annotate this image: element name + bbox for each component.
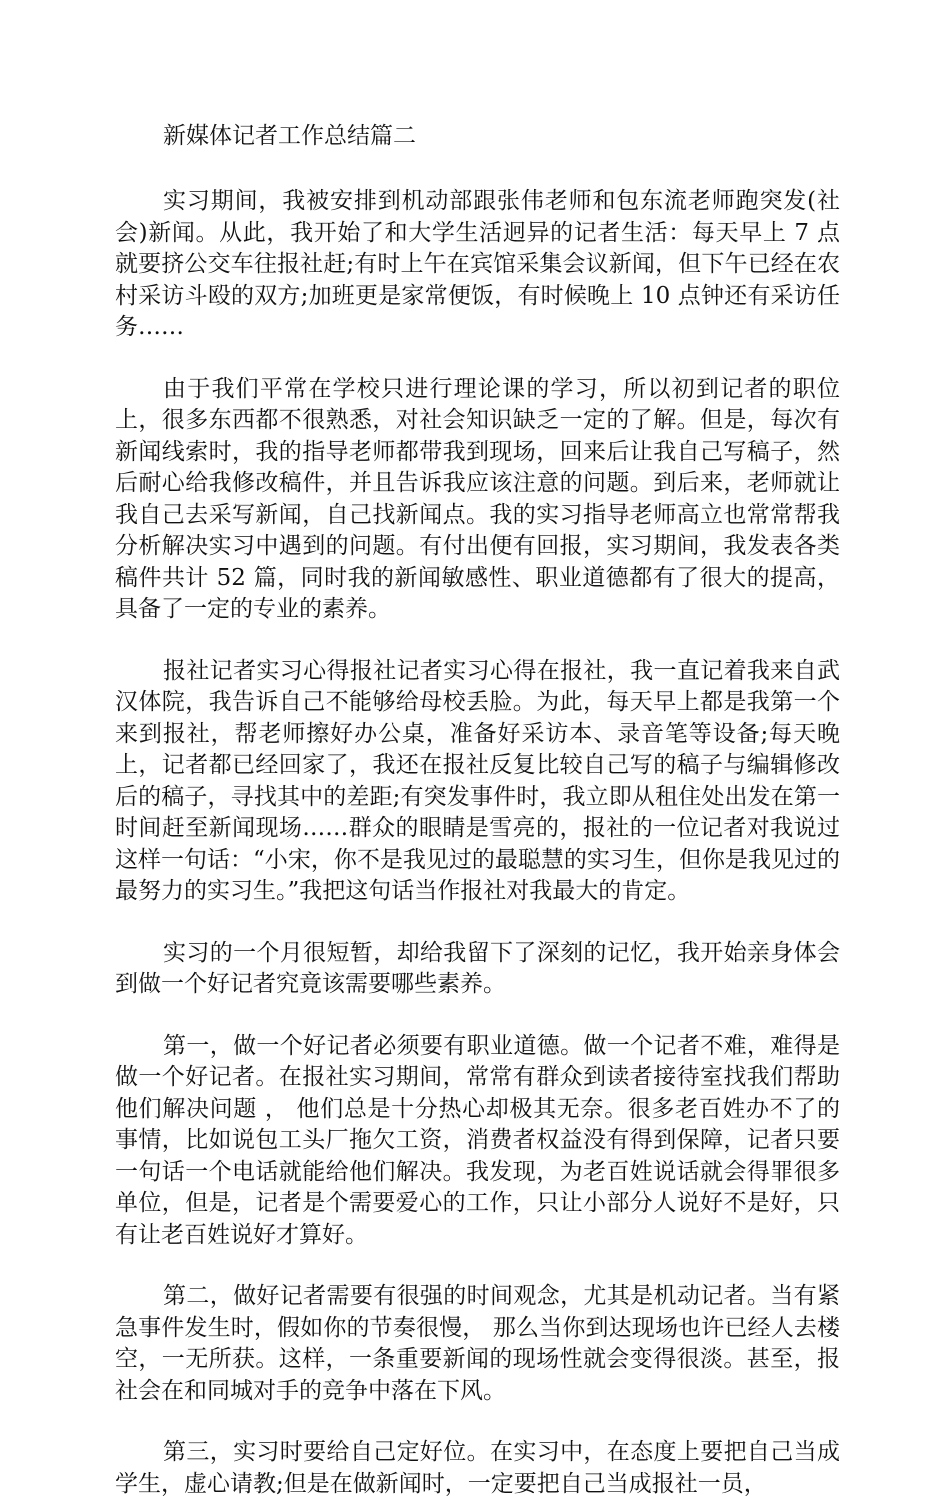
spacer — [115, 344, 840, 374]
paragraph-point-one: 第一，做一个好记者必须要有职业道德。做一个记者不难，难得是做一个好记者。在报社实习期间，常常有群众到读者接待室找我们帮助他们解决问题 ， 他们总是十分热心却极其无奈。很多老百姓办不了的事情，比如说包工头厂拖欠工资，消费者权益没有得到保障，记者只要一句话一个电话就能给他们解决。我发现，为老百姓说话就会得罪很多单位，但是，记者是个需要爱心的工作，只让小部分人说好不是好，只有让老百姓说好才算好。 — [115, 1032, 840, 1248]
paragraph-point-three: 第三，实习时要给自己定好位。在实习中，在态度上要把自己当成学生，虚心请教;但是在做新闻时，一定要把自己当成报社一员， — [115, 1439, 840, 1497]
paragraph-experience: 报社记者实习心得报社记者实习心得在报社，我一直记着我来自武汉体院，我告诉自己不能够给母校丢脸。为此，每天早上都是我第一个来到报社，帮老师擦好办公桌，准备好采访本、录音笔等设备;每天晚上，记者都已经回家了，我还在报社反复比较自己写的稿子与编辑修改后的稿子，寻找其中的差距;有突发事件时，我立即从租住处出发在第一时间赶至新闻现场……群众的眼睛是雪亮的，报社的一位记者对我说过这样一句话：“小宋，你不是我见过的最聪慧的实习生，但你是我见过的最努力的实习生。”我把这句话当作报社对我最大的肯定。 — [115, 657, 840, 904]
paragraph-learning: 由于我们平常在学校只进行理论课的学习，所以初到记者的职位上，很多东西都不很熟悉，对社会知识缺乏一定的了解。但是，每次有新闻线索时，我的指导老师都带我到现场，回来后让我自己写稿子，然后耐心给我修改稿件，并且告诉我应该注意的问题。到后来，老师就让我自己去采写新闻，自己找新闻点。我的实习指导老师高立也常常帮我分析解决实习中遇到的问题。有付出便有回报，实习期间，我发表各类稿件共计 52 篇，同时我的新闻敏感性、职业道德都有了很大的提高，具备了一定的专业的素养。 — [115, 375, 840, 622]
spacer — [115, 1001, 840, 1031]
paragraph-reflection: 实习的一个月很短暂，却给我留下了深刻的记忆，我开始亲身体会到做一个好记者究竟该需要哪些素养。 — [115, 939, 840, 997]
document-title: 新媒体记者工作总结篇二 — [163, 123, 416, 149]
spacer — [115, 626, 840, 656]
document-body — [115, 120, 840, 1500]
spacer — [115, 1407, 840, 1437]
paragraph-internship-period: 实习期间，我被安排到机动部跟张伟老师和包东流老师跑突发(社会)新闻。从此，我开始了和大学生活迥异的记者生活：每天早上 7 点就要挤公交车往报社赶;有时上午在宾馆采集会议新闻，但下午已经在农村采访斗殴的双方;加班更是家常便饭，有时候晚上 10 点钟还有采访任务…… — [115, 188, 840, 340]
spacer — [115, 908, 840, 938]
spacer — [115, 153, 840, 186]
spacer — [115, 1251, 840, 1281]
paragraph-point-two: 第二，做好记者需要有很强的时间观念，尤其是机动记者。当有紧急事件发生时，假如你的节奏很慢， 那么当你到达现场也许已经人去楼空，一无所获。这样，一条重要新闻的现场性就会变得很淡。甚至，报社会在和同城对手的竞争中落在下风。 — [115, 1283, 840, 1404]
